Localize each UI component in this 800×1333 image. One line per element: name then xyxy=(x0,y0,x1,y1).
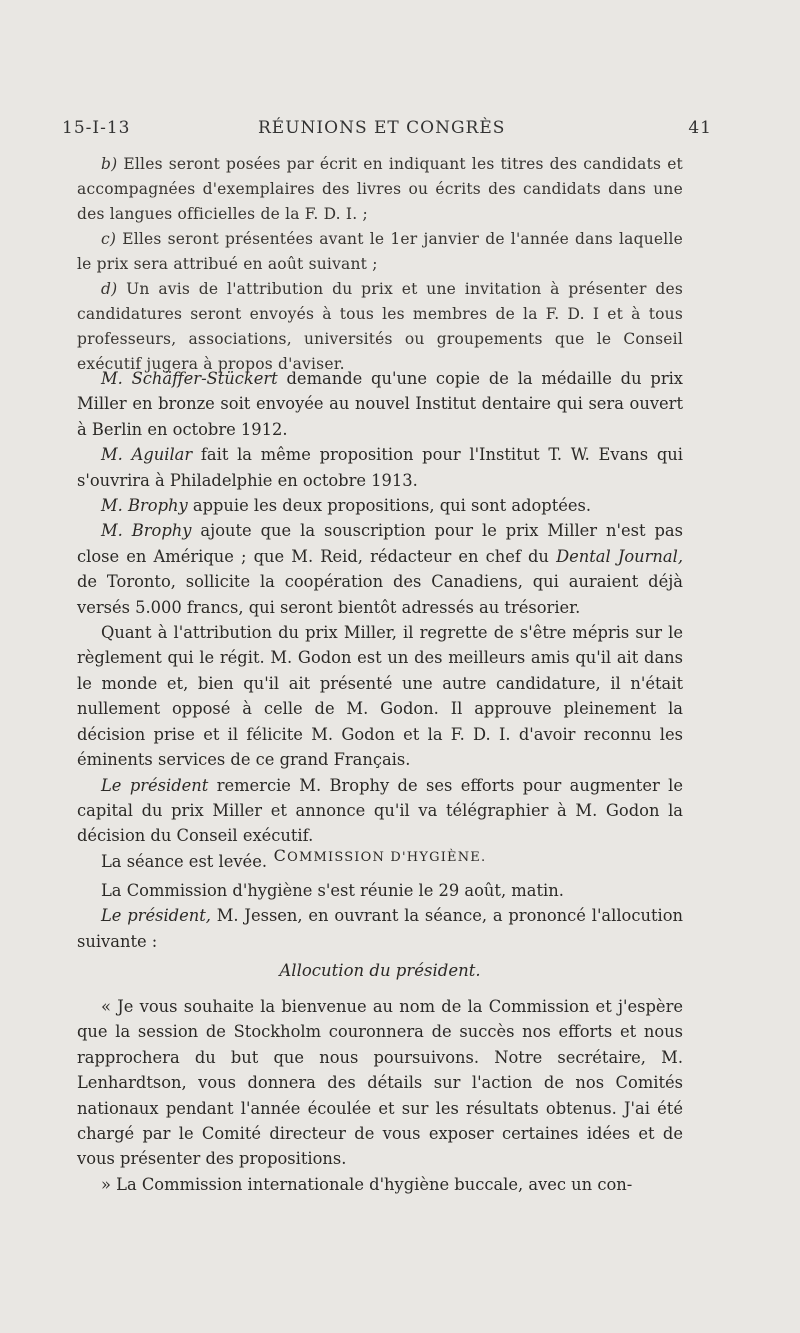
section-heading xyxy=(77,846,683,865)
list-items xyxy=(77,152,683,377)
paragraph xyxy=(77,366,683,442)
paragraph: » La Commission internationale d'hygiène buccale, avec un con- xyxy=(101,1174,633,1194)
journal-title: Dental Journal, xyxy=(556,546,684,566)
paragraph: « Je vous souhaite la bienvenue au nom de la Commission et j'espère que la session de Stockholm couronnera de succès nos efforts et nous rapprochera du but que nous poursuivons. Notre secrétaire, M. Lenhardtson, vous donnera des détails sur l'action de nos Comités nationaux pendant l'année écoulée et sur les résultats obtenus. J'ai été chargé par le Comité directeur de vous exposer certaines idées et de vous présenter des propositions. xyxy=(77,997,683,1169)
list-item-text: Elles seront présentées avant le 1er janvier de l'année dans laquelle le prix sera attribué en août suivant ; xyxy=(77,230,683,273)
list-item xyxy=(77,277,683,377)
list-marker: b) xyxy=(101,155,118,173)
paragraph-text: demande qu'une copie de la médaille du prix Miller en bronze soit envoyée au nouvel Institut dentaire qui sera ouvert à Berlin en octobre 1912. xyxy=(77,369,683,439)
speaker: Le président, xyxy=(101,906,211,926)
list-marker: c) xyxy=(101,230,117,248)
speaker: M. Brophy xyxy=(101,496,188,516)
paragraph-text: de Toronto, sollicite la coopération des Canadiens, qui auraient déjà versés 5.000 francs, qui seront bientôt adressés au trésorier. xyxy=(77,572,683,617)
running-header xyxy=(62,118,712,148)
paragraph xyxy=(77,878,683,903)
paragraph-text: appuie les deux propositions, qui sont adoptées. xyxy=(187,496,592,516)
paragraph xyxy=(77,442,683,493)
speech-title: Allocution du président. xyxy=(279,961,481,980)
paragraph-text: M. Jessen, en ouvrant la séance, a prononcé l'allocution suivante : xyxy=(77,906,683,951)
paragraph xyxy=(77,903,683,954)
speaker: M. Brophy xyxy=(101,521,192,541)
list-item-text: Un avis de l'attribution du prix et une invitation à présenter des candidatures seront envoyés à tous les membres de la F. D. I et à tous professeurs, associations, universités ou groupements que le Conseil exécutif jugera à propos d'aviser. xyxy=(77,280,683,373)
section-heading-initial: C xyxy=(273,846,288,865)
minutes-body xyxy=(77,366,683,874)
list-item xyxy=(77,227,683,277)
paragraph xyxy=(77,493,683,518)
header-title: RÉUNIONS ET CONGRÈS xyxy=(258,118,506,138)
speaker: M. Schäffer-Stückert xyxy=(101,369,278,388)
speaker: M. Aguilar xyxy=(101,445,193,465)
list-item-text: Elles seront posées par écrit en indiquant les titres des candidats et accompagnées d'exemplaires des livres ou écrits des candidats dans une des langues officielles de la F. D. I. ; xyxy=(77,155,683,223)
page-number: 41 xyxy=(688,118,712,138)
commission-intro xyxy=(77,878,683,954)
section-heading-rest: OMMISSION D'HYGIÈNE. xyxy=(287,850,487,865)
list-item xyxy=(77,152,683,227)
paragraph-text: remercie M. Brophy de ses efforts pour augmenter le capital du prix Miller et annonce qu'il va télégraphier à M. Godon la décision du Conseil exécutif. xyxy=(77,775,683,846)
speech-body xyxy=(77,994,683,1197)
list-marker: d) xyxy=(101,280,118,298)
paragraph-text: Quant à l'attribution du prix Miller, il regrette de s'être mépris sur le règlement qui le régit. M. Godon est un des meilleurs amis qu'il ait dans le monde et, bien qu'il ait présenté une autre candidature, il n'était nullement opposé à celle de M. Godon. Il approuve pleinement la décision prise et il félicite M. Godon et la F. D. I. d'avoir reconnu les éminents services de ce grand Français. xyxy=(77,623,683,770)
speaker: Le président xyxy=(101,775,209,795)
paragraph xyxy=(77,620,683,772)
paragraph-text: fait la même proposition pour l'Institut T. W. Evans qui s'ouvrira à Philadelphie en octobre 1913. xyxy=(77,445,684,490)
paragraph-text: La Commission d'hygiène s'est réunie le 29 août, matin. xyxy=(101,881,564,900)
paragraph-text: ajoute que la souscription pour le prix Miller n'est pas close en Amérique ; que M. Reid, rédacteur en chef du xyxy=(77,521,683,566)
paragraph xyxy=(77,518,683,620)
paragraph xyxy=(77,773,683,849)
header-date: 15-I-13 xyxy=(62,118,131,138)
paragraph-text: La séance est levée. xyxy=(101,851,268,871)
